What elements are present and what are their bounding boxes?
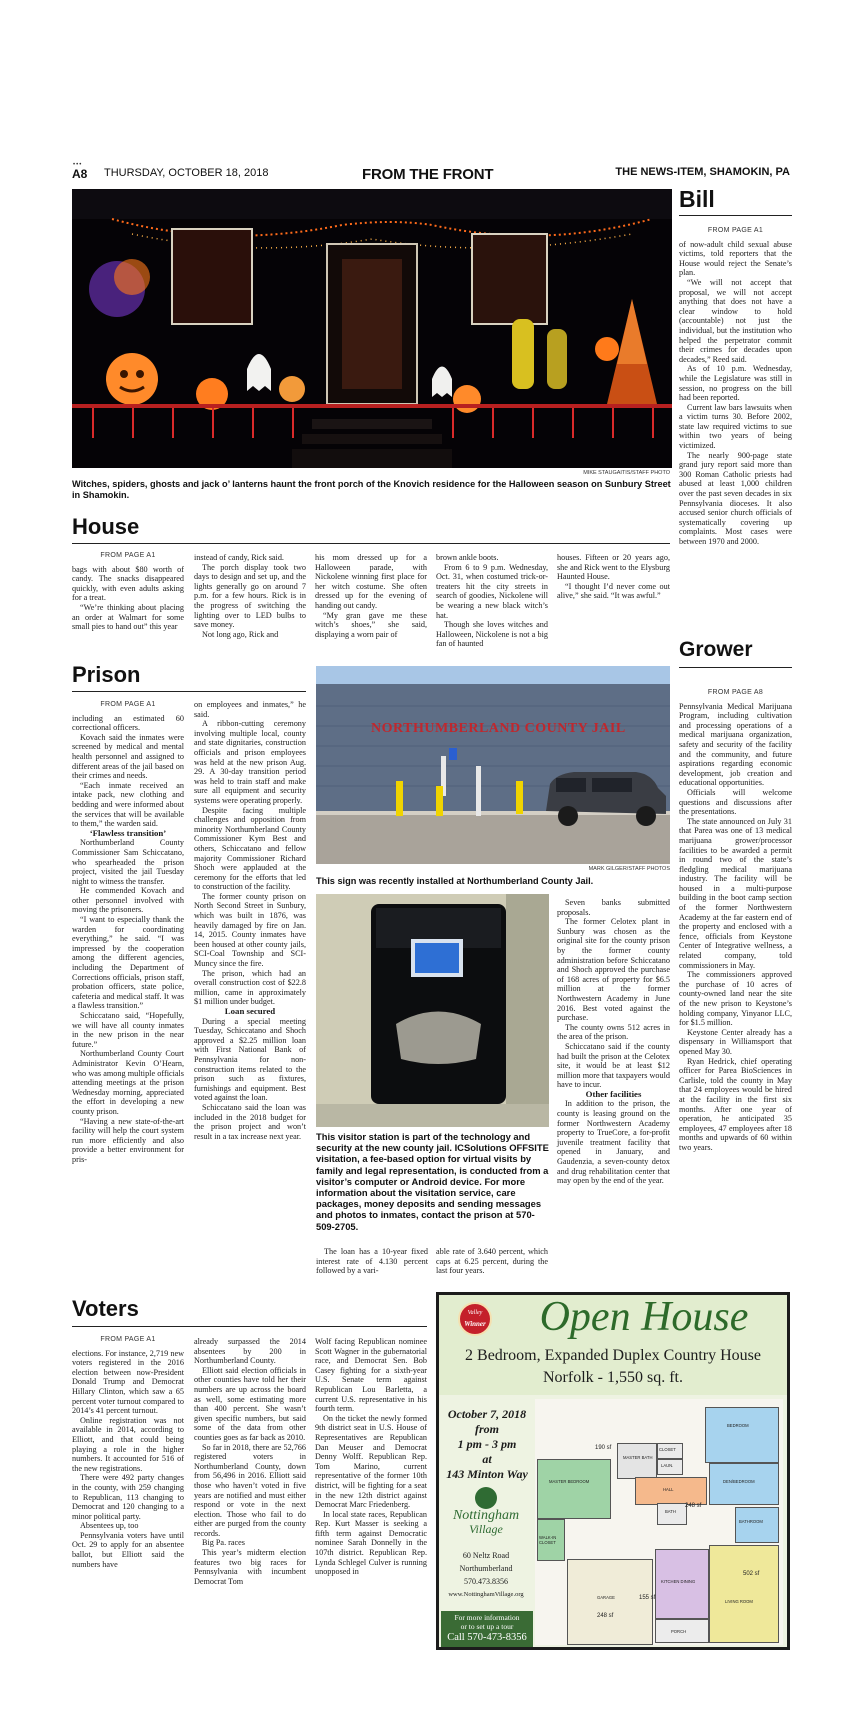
room-kitchen [655, 1549, 709, 1619]
voters-paragraph: On the ticket the newly formed 9th district seat in U.S. House of Representatives are Republican Dan Meuser and Democrat Denny Wolff. Republican Rep. Tom Marino, current representative of the former 10th district, will be fighting for a seat in the new 12th district against Democrat Marc Friedenberg. [315, 1413, 427, 1510]
house-paragraph: instead of candy, Rick said. [194, 553, 284, 562]
house-paragraph: From 6 to 9 p.m. Wednesday, Oct. 31, when costumed trick-or-treaters hit the city streets in search of goodies, Nickolene will be wearing a new black witch’s hat. [436, 562, 548, 620]
jail-sign-photo [316, 666, 670, 864]
house-paragraph: Though she loves witches and Halloween, Nickolene is not a big fan of haunted [436, 620, 548, 649]
prison-bottom-2 [436, 1247, 548, 1276]
prison-jump-label: FROM PAGE A1 [100, 701, 156, 708]
label-kitchen: KITCHEN DINING [661, 1579, 696, 1584]
voters-column-1 [72, 1335, 184, 1569]
house-headline: House [72, 514, 140, 539]
prison-paragraph: Schiccatano said, “Hopefully, we will have all county inmates in the new prison in the near future.” [72, 1011, 184, 1049]
prison-paragraph: “Having a new state-of-the-art facility will help the court system run more efficiently and also provide a better environment for pris- [72, 1116, 184, 1164]
house-jump-label: FROM PAGE A1 [100, 552, 156, 559]
bill-rule [679, 215, 792, 216]
voters-column-3 [315, 1337, 427, 1577]
prison-paragraph: Seven banks submitted proposals. [557, 898, 670, 917]
prison-paragraph: Northumberland County Commissioner Sam Schiccatano, who spearheaded the prison project, visited the jail Tuesday night to witness the transfer. [72, 838, 184, 886]
house-paragraph: bags with about $80 worth of candy. The snacks disappeared quickly, with even adults asking for a treat. [72, 564, 184, 603]
grower-paragraph: Keystone Center already has a dispensary in Williamsport that opened May 30. [679, 1027, 792, 1056]
cta-phone: Call 570-473-8356 [447, 1632, 527, 1643]
nottingham-logo [443, 1487, 529, 1535]
grower-paragraph: Ryan Hedrick, chief operating officer for Parea BioSciences in Carlisle, told the county in May that 24 employees would be hired at the facility in the first six months. After one year of operation, he anticipated 35 employees, 47 employees after 18 months and upwards of 60 within two years. [679, 1056, 792, 1152]
house-column-4 [436, 553, 548, 649]
label-hall: HALL [663, 1487, 674, 1492]
label-living: LIVING ROOM [725, 1599, 753, 1604]
voters-paragraph: So far in 2018, there are 52,766 registered voters in Northumberland County, down from 56,496 in 2016. Elliott said those who haven’t voted in five years are notified and must either respond or vote in the next election. Those who fail to do either are purged from the county records. [194, 1442, 306, 1538]
photo1-caption: Witches, spiders, ghosts and jack o’ lanterns haunt the front porch of the Knovich residence for the Halloween season on Sunbury Street in Shamokin. [72, 479, 671, 500]
bill-column [679, 226, 792, 547]
jail-sign-illustration [316, 666, 670, 864]
ad-subtitle-2: Norfolk - 1,550 sq. ft. [543, 1369, 683, 1386]
logo-line-2: Village [469, 1522, 503, 1536]
prison-subhead: Loan secured [224, 1006, 276, 1016]
sqft-502: 502 sf [743, 1571, 760, 1577]
sqft-248a: 248 sf [685, 1503, 702, 1509]
room-den [709, 1463, 779, 1505]
page-header [72, 160, 792, 183]
prison-column-2 [194, 700, 306, 1141]
voters-paragraph: There were 492 party changes in the county, with 259 changing to Republican, 113 changing to Democrat and 120 changing to a minor political party. [72, 1473, 184, 1521]
award-badge-bottom: Winner [464, 1320, 486, 1328]
bill-headline: Bill [679, 186, 715, 212]
event-from: from [475, 1422, 499, 1436]
open-house-ad[interactable] [436, 1292, 790, 1650]
prison-paragraph: including an estimated 60 correctional officers. [72, 713, 184, 733]
voters-paragraph: This year’s midterm election features two big races for Pennsylvania with incumbent Democrat Tom [194, 1548, 306, 1586]
label-walkin: WALK-IN CLOSET [539, 1535, 557, 1545]
label-bath: BATH [665, 1509, 676, 1514]
award-badge [455, 1302, 495, 1346]
room-bedroom [705, 1407, 779, 1463]
photo3-caption: This visitor station is part of the technology and security at the new county jail. ICSolutions OFFSITE visitation, a fee-based option for virtual visits by family and legal representation, is conducted from a visitor’s computer or Android device. For more information about the visitation service, care packages, money deposits and sending messages and photos to inmates, contact the prison at 570-509-2705. [316, 1131, 549, 1232]
prison-paragraph: The former county prison on North Second Street in Sunbury, which was built in 1876, was heavily damaged by fire on Jan. 14, 2015. County inmates have been housed at other county jails, SCI-Coal Township and SCI-Muncy since the fire. [194, 891, 306, 969]
prison-paragraph: During a special meeting Tuesday, Schiccatano and Shoch approved a $2.25 million loan with First National Bank of Pennsylvania for non-construction items related to the prison such as fixtures, furnishings and equipment. Best voted against the loan. [194, 1016, 306, 1103]
room-garage [567, 1559, 656, 1645]
contact-town: Northumberland [459, 1564, 513, 1573]
prison-paragraph: He commended Kovach and other personnel involved with moving the prisoners. [72, 886, 184, 915]
voters-paragraph: already surpassed the 2014 absentees by 200 in Northumberland County. [194, 1337, 306, 1366]
grower-paragraph: The state announced on July 31 that Parea was one of 13 medical marijuana grower/processor facilities to be awarded a permit in round two of the state’s fledgling medical marijuana industry. The facility will be housed in a multi-purpose building in the boot camp section of the former Northwestern Academy at the far eastern end of the property and enclosed with a fence, officials from Keystone Center of Integrative wellness, a related company, told commissioners in May. [679, 816, 792, 970]
label-garage: GARAGE [597, 1595, 615, 1600]
grower-headline: Grower [679, 638, 753, 661]
sqft-190: 190 sf [595, 1445, 612, 1451]
grower-jump-label: FROM PAGE A8 [707, 689, 764, 696]
prison-subhead: ‘Flawless transition’ [89, 827, 167, 838]
voters-paragraph: Pennsylvania voters have until Oct. 29 to apply for an absentee ballot, but Elliott said the numbers have [72, 1530, 184, 1569]
prison-paragraph: Kovach said the inmates were screened by medical and mental health personnel and assigned to different areas of the jail based on their crimes and needs. [72, 732, 184, 781]
event-at: at [482, 1452, 492, 1466]
ad-subtitle-1: 2 Bedroom, Expanded Duplex Country House [465, 1347, 761, 1364]
voters-column-2 [194, 1337, 306, 1586]
prison-paragraph: Schiccatano said if the county had built the prison at the Celotex site, it would be at least $12 million more that taxpayers would have to incur. [557, 1041, 670, 1090]
event-details [443, 1407, 531, 1482]
section-title: FROM THE FRONT [362, 166, 494, 183]
bill-jump-label: FROM PAGE A1 [707, 227, 764, 234]
label-den: DEN/BEDROOM [723, 1479, 755, 1484]
prison-paragraph: The former Celotex plant in Sunbury was chosen as the original site for the county prison by the former county administration before Schiccatano and Shoch approved the purchase of 168 acres of property for $6.5 million at the former Northwestern Academy in June 2016. Best voted against the purchase. [557, 917, 670, 1023]
visitor-station-photo [316, 894, 549, 1127]
prison-paragraph: able rate of 3.640 percent, which caps at 6.25 percent, during the last four years. [436, 1247, 548, 1276]
prison-paragraph: Despite facing multiple challenges and opposition from minority Northumberland County Commissioner Kym Best and others, Schiccatano and fellow majority Commissioner Richard Shoch were applauded at the ceremony for the efforts that led to construction of the facility. [194, 805, 306, 892]
event-address: 143 Minton Way [446, 1467, 528, 1481]
prison-paragraph: The prison, which had an overall construction cost of $22.8 million, came in approximately $1 million under budget. [194, 968, 306, 1007]
room-master-bedroom [537, 1459, 611, 1519]
jail-sign-text: NORTHUMBERLAND COUNTY JAIL [371, 721, 626, 736]
event-date: October 7, 2018 [447, 1407, 527, 1421]
photo2-credit: MARK GILGER/STAFF PHOTOS [588, 866, 670, 872]
prison-column-1 [72, 700, 184, 1165]
floor-plan [535, 1399, 783, 1645]
contact-street: 60 Neltz Road [462, 1551, 510, 1560]
voters-paragraph: Elliott said election officials in other counties have told her their numbers are up across the board as well, some estimating more than 400 percent. She wasn’t given specific numbers, but said some of the data from other counties goes as far back as 2010. [194, 1365, 306, 1442]
prison-paragraph: The loan has a 10-year fixed interest rate of 4.130 percent followed by a vari- [316, 1247, 428, 1276]
label-master-bath: MASTER BATH [623, 1455, 653, 1460]
prison-rule [72, 691, 306, 692]
prison-paragraph: “I want to especially thank the warden for coordinating everything,” he said. “I was impressed by the cooperation among the different agencies, including the Department of Corrections officials, prison staff, probation officers, state police, cafeteria and medical staff. It was a flawless transition.” [72, 915, 184, 1011]
voters-paragraph: In local state races, Republican Rep. Kurt Masser is seeking a fifth term against Democratic nominee Sarah Donnelly in the 107th district. Republican Rep. Lynda Schlegel Culver is running unopposed in [315, 1509, 427, 1577]
house-paragraph: Not long ago, Rick and [202, 629, 279, 639]
sqft-248b: 248 sf [597, 1613, 614, 1619]
prison-subhead: Other facilities [585, 1088, 642, 1099]
label-porch: PORCH [671, 1629, 687, 1634]
photo1-credit: MIKE STAUGAITIS/STAFF PHOTO [583, 470, 670, 476]
room-bath [657, 1503, 687, 1525]
page-number: A8 [72, 167, 88, 181]
label-bedroom: BEDROOM [727, 1423, 749, 1428]
house-paragraph: “My gran gave me these witch’s shoes,” she said, displaying a worn pair of [315, 610, 427, 639]
bill-paragraph: “We will not accept that proposal, we will not accept anything that does not have a clear window to hold (accountable) not just the individual, but the institution who helped the perpetrator commit their crimes for decades upon decades,” Reed said. [679, 277, 792, 364]
award-ribbon-icon [458, 1302, 492, 1336]
room-bathroom [735, 1507, 779, 1543]
prison-bottom-1 [316, 1247, 428, 1276]
halloween-porch-photo [72, 189, 672, 468]
bill-paragraph: As of 10 p.m. Wednesday, while the Legislature was still in session, no progress on the bill had been reported. [679, 364, 792, 403]
prison-paragraph: In addition to the prison, the county is leasing ground on the former Northwestern Academy property to TrueCore, a for-profit juvenile treatment facility that opened in January, and Gaudenzia, a seven-county detox and drug rehabilitation center that may open by the end of the year. [557, 1099, 670, 1186]
label-master-bedroom: MASTER BEDROOM [549, 1479, 590, 1484]
house-column-1 [72, 551, 184, 632]
prison-paragraph: Northumberland County Court Administrator Kevin O’Hearn, who was among multiple officials attending meetings at the prison Wednesday morning, appreciated the effort in developing a new county prison. [72, 1049, 184, 1116]
prison-column-3 [557, 898, 670, 1186]
room-living [709, 1545, 779, 1643]
house-paragraph: The porch display took two days to design and set up, and the lights generally go on around 7 p.m. for a few hours. Rick is in the progress of switching the lighting over to LED bulbs to save money. [194, 562, 306, 630]
contact-info [443, 1549, 529, 1601]
contact-website[interactable]: www.NottinghamVillage.org [448, 1591, 524, 1598]
prison-paragraph: Schiccatano said the loan was included in the 2018 budget for the prison project and won’t result in a tax increase next year. [194, 1102, 306, 1141]
prison-paragraph: A ribbon-cutting ceremony involving multiple local, county and state dignitaries, construction officials and prison employees was held at the new prison Aug. 29. A 30-day transition period was held to train staff and make sure all equipment and security systems were operating properly. [194, 719, 306, 805]
voters-jump-label: FROM PAGE A1 [100, 1336, 156, 1343]
label-bathroom: BATHROOM [739, 1519, 763, 1524]
tree-icon [475, 1487, 497, 1509]
prison-paragraph: “Each inmate received an intake pack, new clothing and bedding and were informed about the services that will be available to them,” the warden said. [72, 780, 184, 829]
logo-line-1: Nottingham [452, 1508, 520, 1523]
bill-paragraph: Current law bars lawsuits when a victim turns 30. Before 2002, state law required victims to sue within two years of being victimized. [679, 402, 792, 451]
voters-headline: Voters [72, 1296, 139, 1321]
voters-rule [72, 1326, 427, 1327]
house-column-3 [315, 553, 427, 639]
label-laundry: LAUN. [661, 1463, 674, 1468]
house-column-5 [557, 553, 670, 601]
voters-paragraph: Big Pa. races [202, 1538, 245, 1548]
call-to-action-box[interactable] [441, 1611, 533, 1647]
bill-paragraph: The nearly 900-page state grand jury report said more than 300 Roman Catholic priests had abused at least 1,000 children over the past seven decades in six Pennsylvania dioceses. It also accused senior church officials of systematically covering up complaints. Most cases were between 1970 and 2000. [679, 450, 792, 546]
grower-rule [679, 667, 792, 668]
sqft-155: 155 sf [639, 1595, 656, 1601]
house-paragraph: brown ankle boots. [436, 553, 499, 562]
ad-title: Open House [539, 1294, 749, 1340]
halloween-porch-illustration [72, 189, 672, 468]
cta-line-2: or to set up a tour [460, 1622, 514, 1631]
grower-column [679, 688, 792, 1153]
grower-paragraph: Officials will welcome questions and discussions after the presentations. [679, 787, 792, 817]
grower-paragraph: The commissioners approved the purchase of 10 acres of county-owned land near the site of the new prison to Keystone’s holding company, Yinyanor LLC, for $1.5 million. [679, 970, 792, 1028]
label-closet: CLOSET [659, 1447, 676, 1452]
grower-paragraph: Pennsylvania Medical Marijuana Program, including cultivation and processing operations of a medical marijuana organization, safety and security of the facility and the community, and future aspirations regarding economic development, job creation and educational opportunities. [679, 701, 792, 788]
header-dots: ••• [73, 162, 83, 168]
voters-paragraph: Online registration was not available in 2014, according to Elliott, and that could being playing a role in the higher numbers. It accounted for 516 of the new registrations. [72, 1415, 184, 1473]
contact-phone: 570.473.8356 [464, 1577, 508, 1586]
bill-paragraph: of now-adult child sexual abuse victims, told reporters that the House would reject the Senate’s plan. [679, 239, 792, 278]
house-paragraph: his mom dressed up for a Halloween parade, with Nickolene winning first place for her witch costume. She often dressed up for the evening of handing out candy. [315, 553, 427, 610]
house-paragraph: “We’re thinking about placing an order at Walmart for some small pies to hand out” this year [72, 602, 184, 632]
cta-line-1: For more information [454, 1613, 520, 1622]
voters-paragraph: elections. For instance, 2,719 new voters registered in the 2016 election between now-President Donald Trump and Democrat Hillary Clinton, which saw a 65 percent voter turnout compared to 2014’s 41 percent turnout. [72, 1348, 184, 1416]
photo2-caption: This sign was recently installed at Northumberland County Jail. [316, 876, 594, 886]
house-paragraph: houses. Fifteen or 20 years ago, she and Rick went to the Elysburg Haunted House. [557, 553, 670, 582]
house-column-2 [194, 553, 306, 639]
visitor-station-illustration [316, 894, 549, 1127]
house-paragraph: “I thought I’d never come out alive,” she said. “It was awful.” [557, 581, 670, 601]
event-time: 1 pm - 3 pm [457, 1437, 517, 1451]
prison-paragraph: The county owns 512 acres in the area of the prison. [557, 1022, 670, 1042]
paper-name: THE NEWS-ITEM, SHAMOKIN, PA [615, 166, 790, 178]
voters-paragraph: Absentees up, too [80, 1521, 139, 1531]
award-badge-top: Valley [467, 1310, 483, 1316]
house-rule [72, 543, 670, 544]
prison-paragraph: on employees and inmates,” he said. [194, 700, 306, 719]
voters-paragraph: Wolf facing Republican nominee Scott Wagner in the gubernatorial race, and Democrat Sen. Bob Casey fighting for a sixth-year U.S. Senate term against Republican Lou Barletta, a current U.S. representative in his fourth term. [315, 1337, 427, 1414]
issue-date: THURSDAY, OCTOBER 18, 2018 [104, 167, 269, 179]
room-master-bath [617, 1443, 657, 1479]
prison-headline: Prison [72, 662, 141, 687]
